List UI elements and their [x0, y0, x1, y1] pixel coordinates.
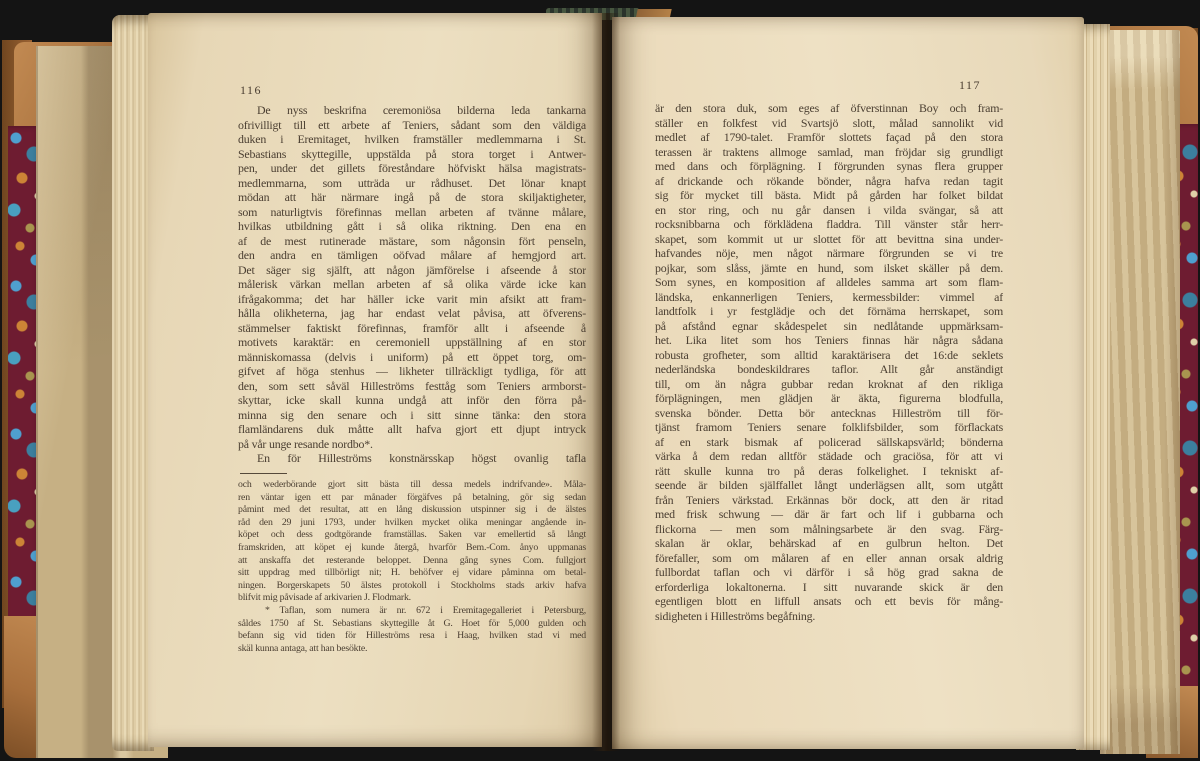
book-gutter-shadow [592, 13, 620, 751]
text-line: minna sig den senare och i sitt sinne tänka: den stora [238, 407, 586, 422]
text-line: framskriden, att köpet ej kunde återgå, hvarför Bem.-Com. ånyo uppmanas [238, 541, 586, 553]
text-line: af de mest rutinerade mästare, som någonsin fört penseln, [238, 233, 586, 248]
text-line: motivets karaktär: en ceremoniell uppställning af en stor [238, 335, 586, 349]
text-line: sidigheten i Hilleströms begåfning. [655, 608, 816, 623]
text-line: seende är bilden själffallet långt underlägsen allt, som utgått [655, 478, 1003, 492]
text-line: ländska, enkannerligen Teniers, kermessbilder: vimmel af [655, 289, 1003, 304]
text-line: skalan är oklar, behärskad af en gulbrun helton. Det [655, 536, 1003, 550]
text-line: förplägningen, men glädjen är äkta, figurerna blodfulla, [655, 391, 1003, 405]
text-line: het. Lika litet som hos Teniers finnas här några sådana [655, 333, 1003, 347]
right-tissue-endpaper [1100, 30, 1180, 754]
text-line: flickorna — men som målningsarbete är den svag. Färg- [655, 521, 1003, 536]
text-line: svenska bönder. Detta bör antecknas Hilleström till för- [655, 405, 1003, 420]
text-line: erforderliga lokaltonerna. I sitt nuvarande skick är den [655, 579, 1003, 594]
text-line: målerisk värkan mellan arbeten af så olika värde icke kan [238, 277, 586, 291]
text-line: pojkar, som slåss, jämte en hund, som ilsket skäller på dem. [655, 260, 1003, 275]
text-line: skapet, som kommit ut ur slottet för att bevittna sina under- [655, 231, 1003, 246]
page-number-left: 116 [240, 83, 263, 97]
text-line: köpet och dess godtgörande framställas. Saken var emellertid så långt [238, 529, 586, 541]
text-line: med frisk schwung — där är fart och lif i gubbarna och [655, 507, 1003, 521]
text-line: råd den 29 juni 1793, under hvilken mycket olika meningar angående in- [238, 516, 586, 528]
text-line: medlet af 1790-talet. Framför slottets façad på den stora [655, 130, 1003, 144]
text-line: att anskaffa det resterande beloppet. Denna gång synes Com. fullgjort [238, 554, 586, 566]
text-line: egentligen blott en liffull ansats och ett bevis för mång- [655, 594, 1003, 608]
text-line: ställer en folkfest vid Svartsjö slott, målad sannolikt vid [655, 115, 1003, 130]
text-line: den, som sett såväl Hilleströms festtåg som Teniers armborst- [238, 378, 586, 393]
text-line: sitt uppdrag med tillbörligt nit; H. behöfver ej vidare påminna om betal- [238, 567, 586, 579]
text-line: nederländska bondeskildrares taflor. Allt går anständigt [655, 362, 1003, 376]
text-line: hålla olikheterna, jag har endast velat påvisa, att öfverens- [238, 306, 586, 320]
right-page [612, 17, 1084, 749]
page-number-right: 117 [958, 78, 981, 92]
text-line: stämmelser faktiskt förefinnas, framför allt i afseende å [238, 320, 586, 335]
text-line: och wederbörande gjort sitt bästa till dessa medels indrifvande». Måla- [238, 479, 586, 490]
text-line: medlemmarna, som utträda ur rådhuset. Det lönar knapt [238, 175, 586, 190]
text-line: mödan att här närmare ingå på de stora skiljaktigheter, [238, 190, 586, 204]
text-line: människomassa (delvis i uniform) på ett öppet torg, om- [238, 349, 586, 364]
text-line: hvilkas utbildning gått i så olika riktning. Den ena en [238, 219, 586, 233]
left-page-body-text [238, 103, 586, 466]
text-line: af en stark bismak af policerad sällskapsvärld; bönderna [655, 434, 1003, 449]
text-line: * Taflan, som numera är nr. 672 i Eremitagegalleriet i Petersburg, [265, 604, 586, 616]
text-line: gifvet af höga stenhus — likheter tillräckligt tydliga, för att [238, 364, 586, 378]
text-line: skäl kunna antaga, att han besökte. [238, 642, 368, 654]
text-line: ifrågakomma; det har häller icke varit min afsikt att fram- [238, 291, 586, 306]
text-line: på vår unge resande nordbo*. [238, 436, 373, 451]
text-line: tjänst framom Teniers senare folklifsbilder, som förflackats [655, 420, 1003, 434]
text-line: landtfolk i yr festglädje och det förnäma herrskapet, som [655, 304, 1003, 318]
text-line: befann sig vid tiden för Hilleströms resa i Haag, hvilken stad vi med [238, 630, 586, 642]
text-line: af drickande och rökande bönder, några hafva redan tagit [655, 173, 1003, 188]
text-line: ren väntar igen ett par månader förgäfves på betalning, gör sig sedan [238, 491, 586, 503]
text-line: såldes 1750 af St. Sebastians skyttegille åt G. Hoet för 5,000 gulden och [238, 617, 586, 629]
text-line: till, om än några gubbar redan kroknat af den rikliga [655, 376, 1003, 391]
text-line: Som synes, en komposition af alldeles samma art som flam- [655, 275, 1003, 289]
text-line: är den stora duk, som eges af öfverstinnan Boy och fram- [655, 101, 1003, 115]
right-page-body-text [655, 101, 1003, 623]
text-line: påmint med det resultat, att en lång diskussion utspinner sig i de älstes [238, 504, 586, 516]
text-line: förefaller, som om målaren af en eller annan orsak aldrig [655, 550, 1003, 565]
text-line: en stor ring, och nu går dansen i vilda svängar, så att [655, 202, 1003, 217]
text-line: flamländarens duk måtte allt hafva gjort ett djupt intryck [238, 422, 586, 436]
text-line: terassen är traktens allmoge samlad, man fröjdar sig grundligt [655, 144, 1003, 159]
text-line: skyttar, icke skall kunna undgå att inför den förra på- [238, 393, 586, 407]
text-line: sig för mycket till bästa. Midt på gården har folket bildat [655, 188, 1003, 202]
left-page [148, 13, 602, 747]
text-line: ofrivilligt till ett arbete af Teniers, sådant som den väldiga [238, 117, 586, 132]
text-line: den andra en tämligen oöfvad målare af hemgjord art. [238, 248, 586, 262]
text-line: ningen. Borgerskapets 50 älstes protokoll i Stockholms stads arkiv hafva [238, 579, 586, 591]
text-line: pen, under det gillets föreståndare höfviskt hälsa magistrats- [238, 161, 586, 175]
text-line: robusta grofheter, som alltid karaktärisera det 16:de seklets [655, 347, 1003, 362]
text-line: hafvandes nöje, men något närmare förgrunden se vi tre [655, 246, 1003, 260]
text-line: rocksnibbarna och förklädena fladdra. Till vänster står herr- [655, 217, 1003, 231]
text-line: fullbordat taflan och vi därför i så hög grad sakna de [655, 565, 1003, 579]
text-line: med dans och förplägning. I förgrunden synas flera grupper [655, 159, 1003, 173]
footnote-rule [240, 473, 287, 474]
text-line: värka å dem redan alltför städade och graciösa, för att vi [655, 449, 1003, 463]
text-line: rätt skulle kunna tro på deras folkelighet. I tekniskt af- [655, 463, 1003, 478]
text-line: De nyss beskrifna ceremoniösa bilderna leda tankarna [257, 103, 586, 117]
text-line: som naturligtvis förefinnas mellan arbeten af tvänne målare, [238, 204, 586, 219]
text-line: duken i Eremitaget, hvilken framställer medlemmarna i St. [238, 132, 586, 146]
text-line: Sebastians skyttegille, uppstälda på stora torget i Antwer- [238, 146, 586, 161]
text-line: blifvit mig påvisade af arkivarien J. Flodmark. [238, 592, 411, 604]
text-line: En för Hilleströms konstnärsskap högst ovanlig tafla [257, 451, 586, 465]
text-line: på afstånd egnar skådespelet sin nedlåtande uppmärksam- [655, 318, 1003, 333]
text-line: Det säger sig själft, att någon jämförelse i afseende å stor [238, 262, 586, 277]
text-line: från Teniers värkstad. Erkännas bör dock, att den är ritad [655, 492, 1003, 507]
left-page-footnote-text [238, 479, 586, 655]
